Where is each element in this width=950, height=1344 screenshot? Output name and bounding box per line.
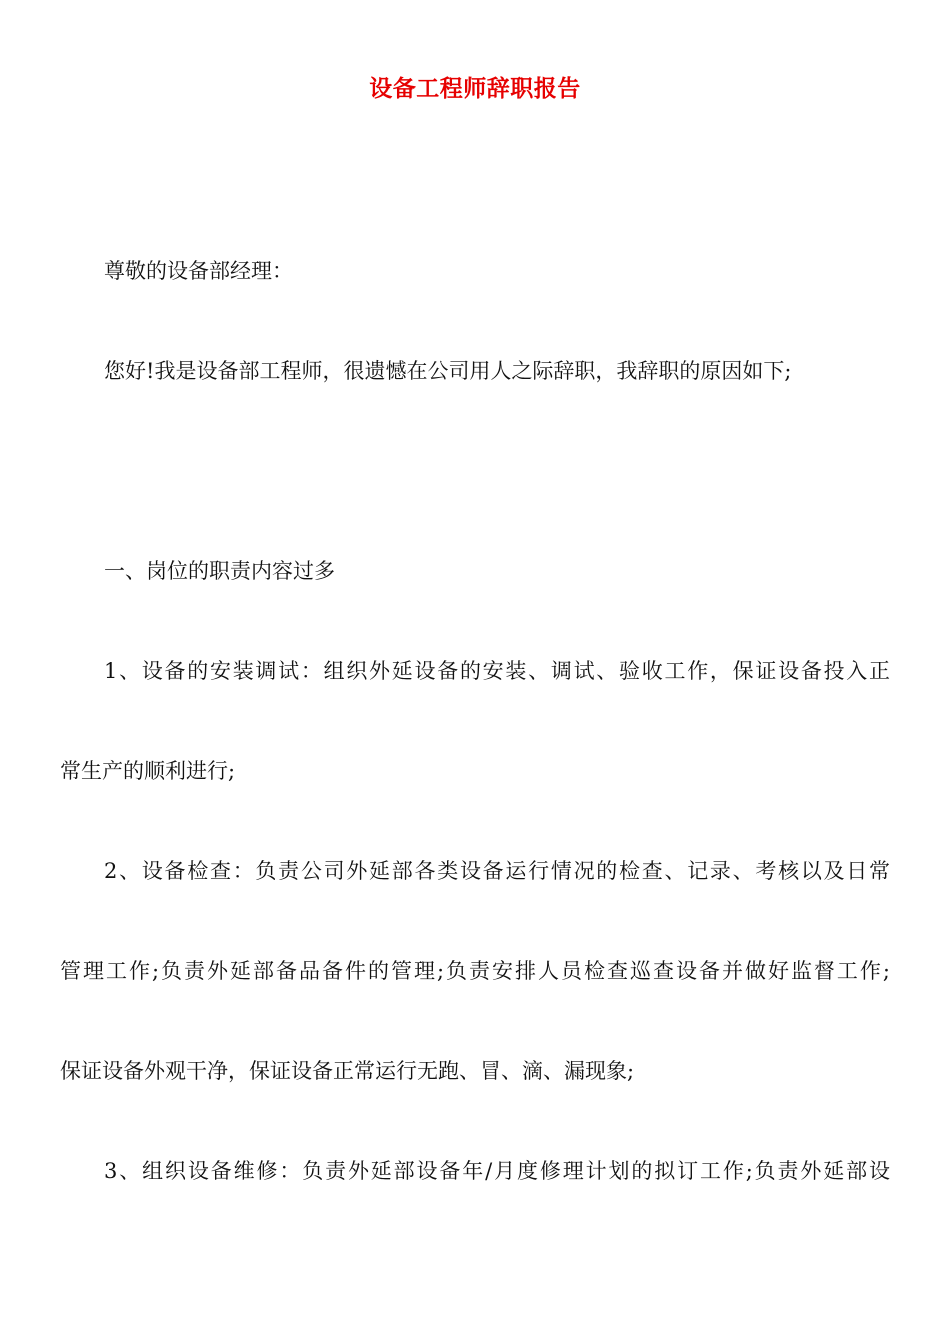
item-1-line-1: 1、设备的安装调试：组织外延设备的安装、调试、验收工作，保证设备投入正 [104, 659, 890, 683]
item-3-line-1: 3、组织设备维修：负责外延部设备年/月度修理计划的拟订工作;负责外延部设 [104, 1159, 890, 1183]
item-2-line-3: 保证设备外观干净，保证设备正常运行无跑、冒、滴、漏现象; [60, 1059, 635, 1083]
section-1-heading: 一、岗位的职责内容过多 [104, 559, 335, 583]
item-1-line-2: 常生产的顺利进行; [60, 759, 236, 783]
document-title: 设备工程师辞职报告 [369, 76, 581, 102]
salutation: 尊敬的设备部经理： [104, 259, 293, 283]
item-2-line-1: 2、设备检查：负责公司外延部各类设备运行情况的检查、记录、考核以及日常 [104, 859, 890, 883]
intro-paragraph: 您好!我是设备部工程师，很遗憾在公司用人之际辞职，我辞职的原因如下; [104, 359, 792, 383]
item-2-line-2: 管理工作;负责外延部备品备件的管理;负责安排人员检查巡查设备并做好监督工作; [60, 959, 890, 983]
